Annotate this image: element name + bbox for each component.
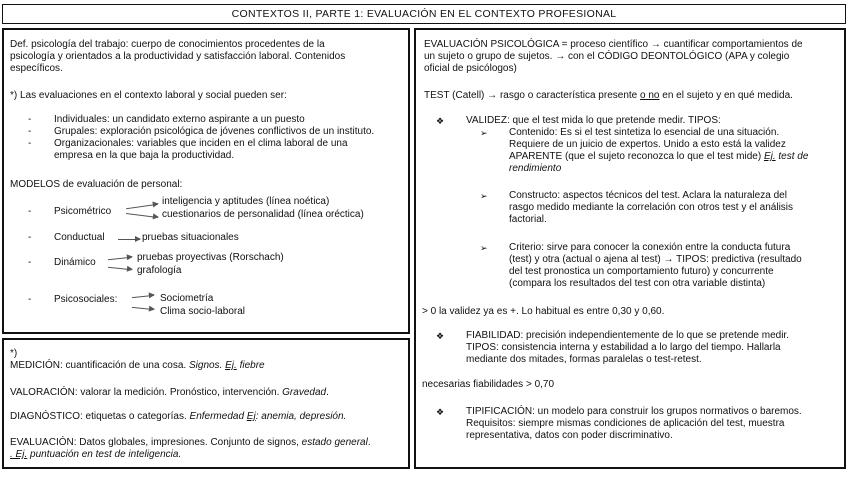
star-marker: *): [10, 348, 18, 359]
fiabilidad-line-3: mediante dos mitades, formas paralelas o test-retest.: [466, 354, 702, 365]
arrow-icon: [126, 213, 158, 218]
tipificacion-line-1: TIPIFICACIÓN: un modelo para construir los grupos normativos o baremos.: [466, 406, 802, 417]
eval-organizacionales-1: Organizacionales: variables que inciden en el clima laboral de una: [54, 138, 348, 149]
dinamico-item-1: pruebas proyectivas (Rorschach): [137, 252, 284, 263]
eval-grupales: Grupales: exploración psicológica de jóvenes conflictivos de un instituto.: [54, 126, 375, 137]
arrow-icon: [132, 307, 154, 310]
evaluacion-line-1: EVALUACIÓN: Datos globales, impresiones. Conjunto de signos, estado general.: [10, 437, 371, 448]
bullet-dash: -: [28, 206, 32, 217]
criterio-line-2: (test) y otra (actual o ajena al test) → TIPOS: predictiva (resultado: [509, 254, 802, 265]
left-top-panel: [2, 28, 410, 334]
test-line: TEST (Catell) → rasgo o característica presente o no en el sujeto y en qué medida.: [424, 90, 793, 101]
contenido-line-4: rendimiento: [509, 163, 562, 174]
models-heading: MODELOS de evaluación de personal:: [10, 179, 183, 190]
eval-psico-line-3: oficial de psicólogos): [424, 63, 517, 74]
eval-organizacionales-2: empresa en la que baja la productividad.: [54, 150, 235, 161]
psicometrico-item-1: inteligencia y aptitudes (línea noética): [162, 196, 330, 207]
fiab-range: necesarias fiabilidades > 0,70: [422, 379, 555, 390]
arrow-icon: [118, 239, 140, 240]
arrow-icon: [108, 257, 132, 261]
model-conductual: Conductual: [54, 232, 105, 243]
model-psicosociales: Psicosociales:: [54, 294, 118, 305]
tipificacion-line-2: Requisitos: siempre mismas condiciones de aplicación del test, muestra: [466, 418, 785, 429]
eval-psico-line-1: EVALUACIÓN PSICOLÓGICA = proceso científico → cuantificar comportamientos de: [424, 39, 803, 50]
bullet-dash: -: [28, 294, 32, 305]
arrow-icon: [108, 267, 132, 271]
conductual-item-1: pruebas situacionales: [142, 232, 239, 243]
left-bottom-panel: [2, 338, 410, 469]
dinamico-item-2: grafología: [137, 265, 182, 276]
contenido-line-3: APARENTE (que el sujeto reconozca lo que el test mide) Ej. test de: [509, 151, 809, 162]
evals-heading: *) Las evaluaciones en el contexto laboral y social pueden ser:: [10, 90, 287, 101]
bullet-dash: -: [28, 138, 32, 149]
arrowhead-bullet-icon: ➢: [480, 128, 488, 138]
def-line-2: psicología y orientados a la productividad y satisfacción laboral. Contenidos: [10, 51, 346, 62]
constructo-line-3: factorial.: [509, 214, 547, 225]
constructo-line-1: Constructo: aspectos técnicos del test. Aclara la naturaleza del: [509, 190, 787, 201]
psicosociales-item-1: Sociometría: [160, 293, 214, 304]
bullet-dash: -: [28, 257, 32, 268]
evaluacion-line-2: . Ej. puntuación en test de inteligencia.: [10, 449, 182, 460]
contenido-line-2: Requiere de un juicio de expertos. Unido a esto está la validez: [509, 139, 786, 150]
validez-range: > 0 la validez ya es +. Lo habitual es entre 0,30 y 0,60.: [422, 306, 665, 317]
diagnostico-line: DIAGNÓSTICO: etiquetas o categorías. Enfermedad Ej: anemia, depresión.: [10, 411, 347, 422]
bullet-dash: -: [28, 232, 32, 243]
def-line-3: específicos.: [10, 63, 63, 74]
arrow-icon: [126, 204, 158, 209]
criterio-line-1: Criterio: sirve para conocer la conexión entre la conducta futura: [509, 242, 791, 253]
contenido-line-1: Contenido: Es si el test sintetiza lo esencial de una situación.: [509, 127, 780, 138]
diamond-bullet-icon: ❖: [436, 407, 445, 417]
def-line-1: Def. psicología del trabajo: cuerpo de conocimientos procedentes de la: [10, 39, 325, 50]
psicometrico-item-2: cuestionarios de personalidad (línea oréctica): [162, 209, 364, 220]
psicosociales-item-2: Clima socio-laboral: [160, 306, 246, 317]
tipificacion-line-3: representativa, datos con poder discriminativo.: [466, 430, 673, 441]
eval-psico-line-2: un sujeto o grupo de sujetos. → con el CÓDIGO DEONTOLÓGICO (APA y colegio: [424, 51, 790, 62]
model-psicometrico: Psicométrico: [54, 206, 112, 217]
diamond-bullet-icon: ❖: [436, 116, 445, 126]
bullet-dash: -: [28, 126, 32, 137]
eval-individuales: Individuales: un candidato externo aspirante a un puesto: [54, 114, 305, 125]
valoracion-line: VALORACIÓN: valorar la medición. Pronóstico, intervención. Gravedad.: [10, 387, 329, 398]
medicion-line: MEDICIÓN: cuantificación de una cosa. Signos. Ej. fiebre: [10, 360, 265, 371]
right-panel: [414, 28, 846, 469]
arrow-icon: [132, 295, 154, 298]
diamond-bullet-icon: ❖: [436, 331, 445, 341]
model-dinamico: Dinámico: [54, 257, 96, 268]
arrowhead-bullet-icon: ➢: [480, 243, 488, 253]
arrowhead-bullet-icon: ➢: [480, 191, 488, 201]
validez-heading: VALIDEZ: que el test mida lo que pretende medir. TIPOS:: [466, 115, 721, 126]
page-title: CONTEXTOS II, PARTE 1: EVALUACIÓN EN EL CONTEXTO PROFESIONAL: [2, 4, 846, 24]
criterio-line-4: (compara los resultados del test con otra variable distinta): [509, 278, 766, 289]
criterio-line-3: del test pronostica un comportamiento futuro) y concurrente: [509, 266, 774, 277]
bullet-dash: -: [28, 114, 32, 125]
constructo-line-2: rasgo medido mediante la correlación con otros test y el análisis: [509, 202, 794, 213]
fiabilidad-line-2: TIPOS: consistencia interna y estabilidad a lo largo del tiempo. Hallarla: [466, 342, 781, 353]
fiabilidad-line-1: FIABILIDAD: precisión independientemente de lo que se pretende medir.: [466, 330, 789, 341]
